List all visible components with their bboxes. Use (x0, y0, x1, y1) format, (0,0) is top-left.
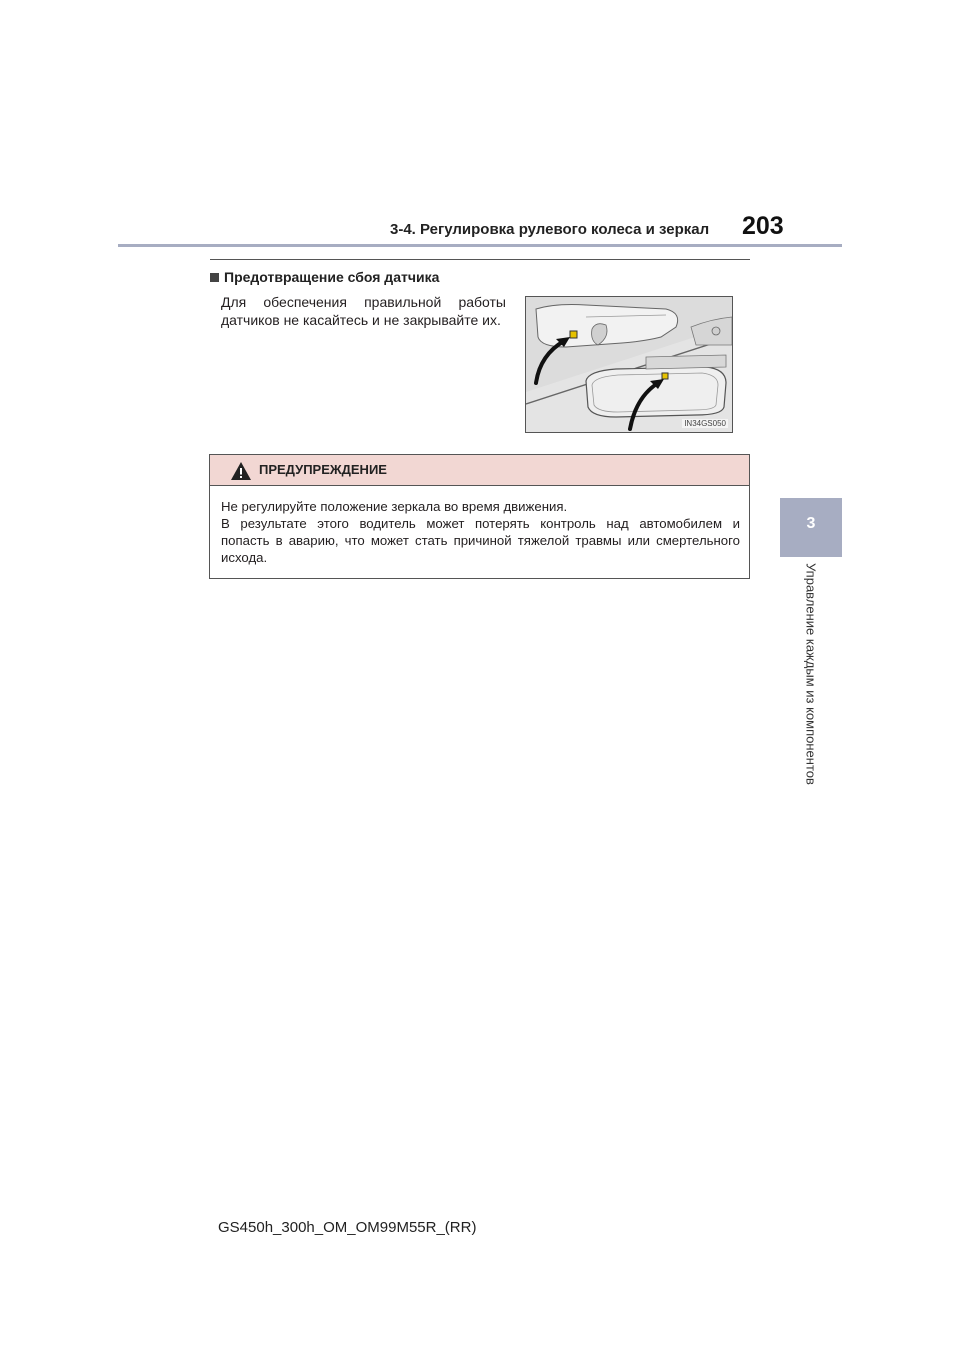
warning-box (209, 454, 750, 579)
warning-line: В результате этого водитель может потерять контроль над автомобилем и (221, 516, 740, 531)
warning-title: ПРЕДУПРЕЖДЕНИЕ (259, 462, 387, 477)
chapter-number: 3 (806, 515, 816, 532)
warning-line: исхода. (221, 550, 268, 565)
subheading (210, 269, 439, 285)
warning-triangle-icon (230, 461, 252, 481)
sensor-marker (570, 331, 577, 338)
section-title: 3-4. Регулировка рулевого колеса и зеркал (390, 221, 710, 238)
warning-line: попасть в аварию, что может стать причиной тяжелой травмы или смертельного (221, 533, 740, 548)
square-bullet-icon (210, 273, 219, 282)
subheading-text: Предотвращение сбоя датчика (224, 269, 440, 285)
header-rule (118, 244, 842, 247)
figure-code: IN34GS050 (684, 419, 726, 428)
warning-body (221, 498, 740, 566)
footer-code: GS450h_300h_OM_OM99M55R_(RR) (218, 1219, 477, 1236)
mirror-sensor-illustration (525, 296, 733, 433)
section-rule (210, 259, 750, 260)
warning-line: Не регулируйте положение зеркала во время движения. (221, 499, 568, 514)
sensor-marker (662, 373, 668, 379)
page-number: 203 (742, 212, 784, 240)
warning-header (210, 455, 749, 486)
body-paragraph: Для обеспечения правильной работы датчиков не касайтесь и не закрывайте их. (221, 294, 506, 328)
illustration-drawing (526, 297, 732, 432)
chapter-title: Управление каждым из компонентов (803, 563, 819, 785)
chapter-tab (780, 498, 842, 557)
